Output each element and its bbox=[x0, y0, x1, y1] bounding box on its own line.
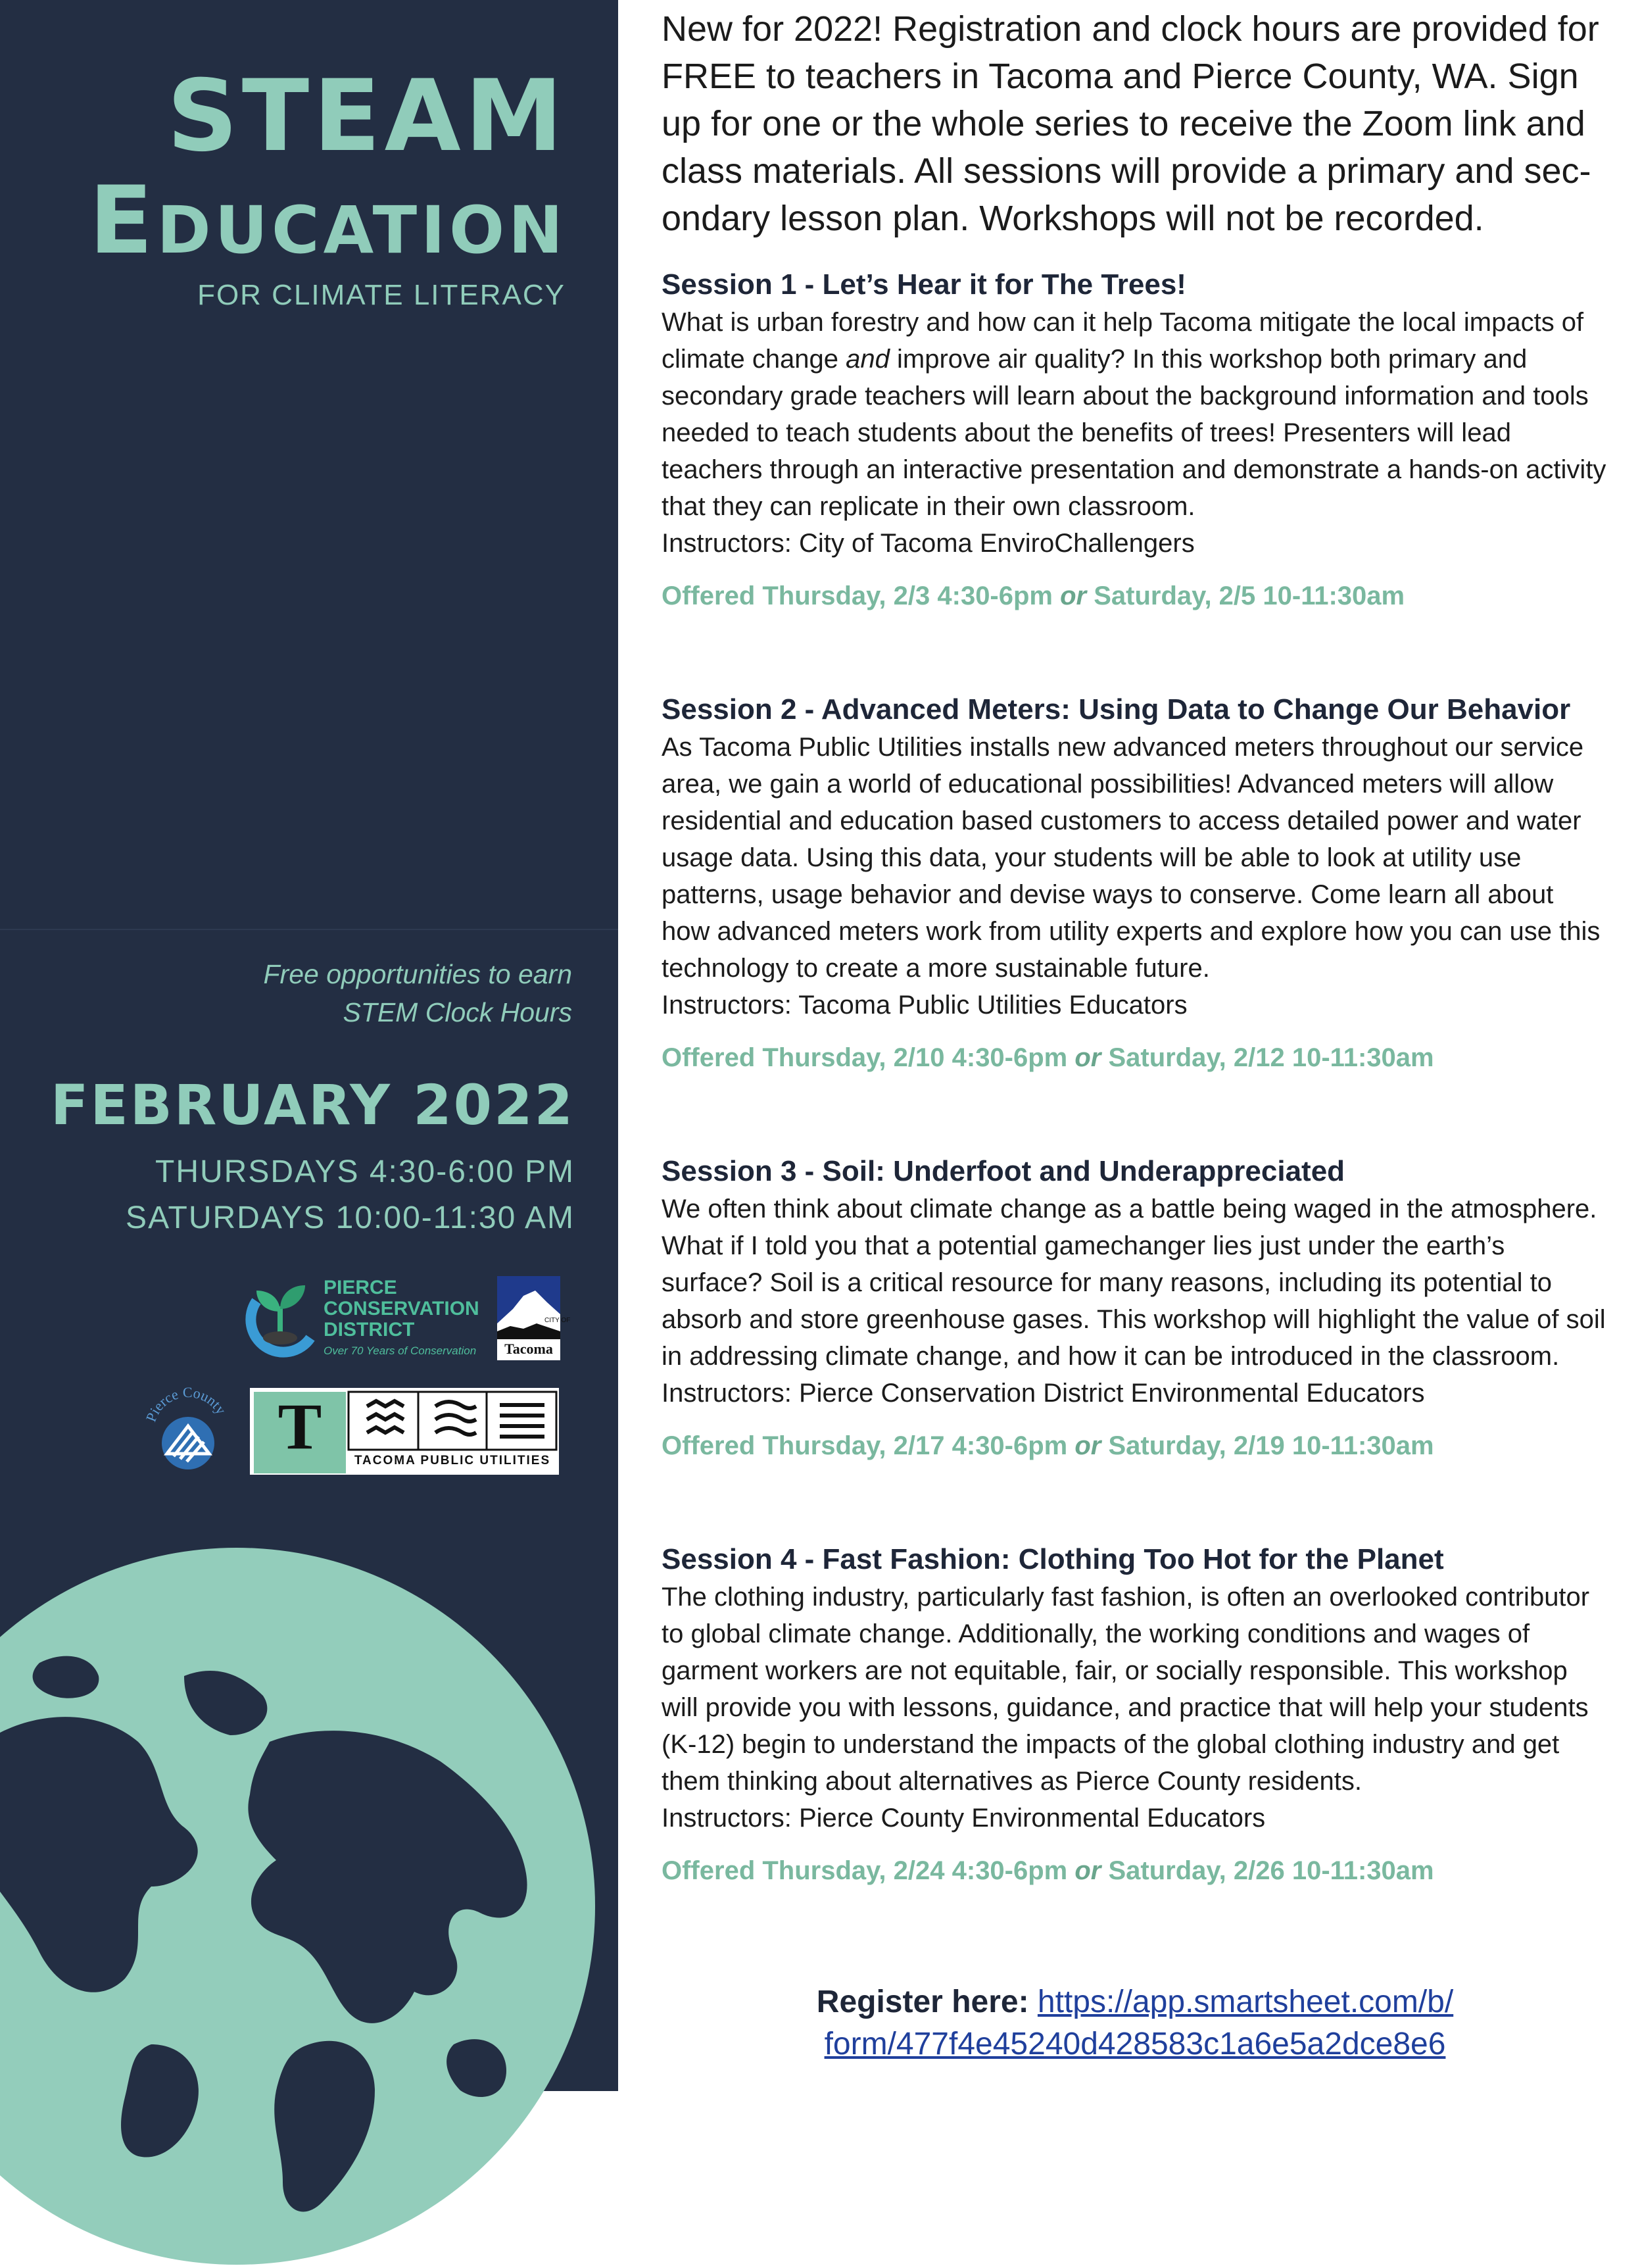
clock-hours-line2: STEM Clock Hours bbox=[343, 997, 572, 1027]
event-month: FEBRUARY 2022 bbox=[50, 1073, 575, 1137]
city-of-tacoma-logo bbox=[497, 1276, 571, 1360]
register-line2 bbox=[662, 2023, 1608, 2065]
registration-block bbox=[662, 1981, 1608, 2065]
session-1-desc-part-b: improve air quality? In this workshop both primary and secondary grade teachers will learn about the background information and tools needed to teach students about the benefits of trees! Presenters will lead teachers through an interactive presentation and demonstrate a hands-on activity that they can replicate in their own classroom. bbox=[662, 345, 1606, 521]
pcd-name-line1: PIERCE bbox=[324, 1277, 397, 1298]
clock-hours-note bbox=[112, 955, 572, 1031]
session-2-offered bbox=[662, 1039, 1608, 1076]
session-1-offered bbox=[662, 578, 1608, 614]
session-2-offer-or: or bbox=[1074, 1043, 1101, 1072]
session-4-offer-saturday: Saturday, 2/26 10-11:30am bbox=[1101, 1856, 1434, 1885]
pierce-county-arc-text: Pierce County bbox=[142, 1385, 230, 1424]
thursday-schedule: THURSDAYS 4:30-6:00 PM bbox=[155, 1154, 575, 1189]
session-3-title: Session 3 - Soil: Underfoot and Underappreciated bbox=[662, 1155, 1345, 1187]
pcd-name-line3: DISTRICT bbox=[324, 1319, 415, 1341]
session-2-description: As Tacoma Public Utilities installs new advanced meters throughout our service area, we gain a world of educational possibilities! Advanced meters will allow residential and education based customers to access detailed power and water usage data. Using this data, your students will be able to look at utility use patterns, usage behavior and devise ways to conserve. Come learn all about how advanced meters work from utility experts and explore how you can use this technology to create a more sustainable future. bbox=[662, 733, 1601, 983]
session-4-offer-thursday: Offered Thursday, 2/24 4:30-6pm bbox=[662, 1856, 1075, 1885]
session-1-instructors: Instructors: City of Tacoma EnviroChallengers bbox=[662, 529, 1195, 558]
mountain-icon bbox=[497, 1276, 571, 1339]
pierce-county-logo bbox=[142, 1385, 234, 1477]
pcd-tagline: Over 70 Years of Conservation bbox=[324, 1344, 477, 1357]
session-4 bbox=[662, 1541, 1608, 1889]
tpu-name: TACOMA PUBLIC UTILITIES bbox=[354, 1454, 551, 1467]
session-1 bbox=[662, 266, 1608, 614]
sidebar-divider bbox=[0, 929, 618, 930]
session-1-title: Session 1 - Let’s Hear it for The Trees! bbox=[662, 268, 1186, 301]
session-3-offer-saturday: Saturday, 2/19 10-11:30am bbox=[1101, 1431, 1434, 1460]
tacoma-wordmark: Tacoma bbox=[504, 1341, 553, 1357]
session-4-instructors: Instructors: Pierce County Environmental Educators bbox=[662, 1804, 1266, 1833]
tacoma-public-utilities-logo bbox=[250, 1388, 559, 1475]
session-3-offer-thursday: Offered Thursday, 2/17 4:30-6pm bbox=[662, 1431, 1075, 1460]
session-3 bbox=[662, 1152, 1608, 1464]
session-1-offer-saturday: Saturday, 2/5 10-11:30am bbox=[1086, 581, 1405, 610]
session-3-offer-or: or bbox=[1074, 1431, 1101, 1460]
clock-hours-line1: Free opportunities to earn bbox=[263, 959, 572, 989]
session-3-description: We often think about climate change as a battle being waged in the atmosphere. What if I told you that a potential gamechanger lies just under the earth’s surface? Soil is a critical resource for many reasons, including its potential to absorb and store greenhouse gases. This workshop will highlight the value of soil in addressing climate change, and how it can be introduced in the classroom. bbox=[662, 1195, 1606, 1371]
tacoma-city-of: CITY OF bbox=[544, 1317, 571, 1324]
pierce-county-seal-icon bbox=[142, 1385, 234, 1477]
session-1-offer-or: or bbox=[1060, 581, 1087, 610]
session-4-offer-or: or bbox=[1074, 1856, 1101, 1885]
session-1-offer-thursday: Offered Thursday, 2/3 4:30-6pm bbox=[662, 581, 1061, 610]
session-4-title: Session 4 - Fast Fashion: Clothing Too Hot for the Planet bbox=[662, 1543, 1444, 1575]
tpu-letter: T bbox=[277, 1390, 322, 1463]
saturday-schedule: SATURDAYS 10:00-11:30 AM bbox=[126, 1200, 575, 1235]
subtitle: FOR CLIMATE LITERACY bbox=[197, 279, 566, 311]
register-line1 bbox=[662, 1981, 1608, 2023]
session-3-instructors: Instructors: Pierce Conservation District Environmental Educators bbox=[662, 1379, 1425, 1408]
session-4-offered bbox=[662, 1852, 1608, 1889]
title-education: Education bbox=[89, 166, 567, 275]
register-label: Register here: bbox=[816, 1985, 1029, 2019]
session-1-desc-part-a: What is urban forestry and how can it help Tacoma mitigate the local impacts of climate change bbox=[662, 308, 1584, 374]
session-2-instructors: Instructors: Tacoma Public Utilities Educators bbox=[662, 991, 1188, 1020]
session-2-offer-saturday: Saturday, 2/12 10-11:30am bbox=[1101, 1043, 1434, 1072]
pcd-leaf-icon bbox=[237, 1275, 322, 1363]
session-1-desc-emphasis: and bbox=[846, 345, 890, 374]
session-4-description: The clothing industry, particularly fast fashion, is often an overlooked contributor to global climate change. Additionally, the working conditions and wages of garment workers are not equitable, fair, or socially responsible. This workshop will provide you with lessons, guidance, and practice that will help your students (K-12) begin to understand the impacts of the global clothing industry and get them thinking about alternatives as Pierce County residents. bbox=[662, 1583, 1590, 1796]
pcd-name-line2: CONSERVATION bbox=[324, 1298, 479, 1319]
sidebar bbox=[0, 0, 618, 2091]
register-link-part1[interactable]: https://app.smartsheet.com/b/ bbox=[1037, 1985, 1454, 2019]
session-2-offer-thursday: Offered Thursday, 2/10 4:30-6pm bbox=[662, 1043, 1075, 1072]
title-steam: STEAM bbox=[166, 59, 567, 174]
session-3-offered bbox=[662, 1427, 1608, 1464]
session-2 bbox=[662, 691, 1608, 1076]
session-1-description bbox=[662, 304, 1608, 525]
intro-paragraph: New for 2022! Registration and clock hours are provided for FREE to teachers in Tacoma and Pierce County, WA. Sign up for one or the whole series to receive the Zoom link and class materials. All sessions will provide a primary and secondary lesson plan. Workshops will not be recorded. bbox=[662, 9, 1599, 238]
globe-illustration bbox=[0, 1544, 598, 2268]
register-link-part2[interactable]: form/477f4e45240d428583c1a6e5a2dce8e6 bbox=[824, 2027, 1446, 2061]
session-2-title: Session 2 - Advanced Meters: Using Data to Change Our Behavior bbox=[662, 693, 1571, 726]
